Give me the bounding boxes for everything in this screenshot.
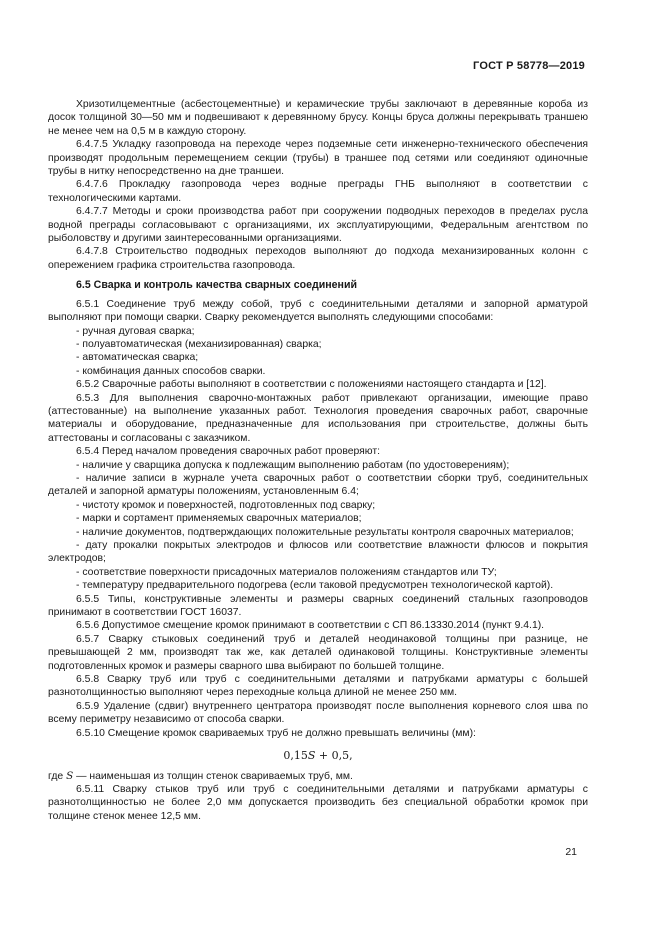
where-text: — наименьшая из толщин стенок свариваемых труб, мм. (73, 770, 353, 782)
list-item: - наличие у сварщика допуска к подлежащим выполнению работам (по удостоверениям); (76, 459, 510, 471)
paragraph: 6.5.7 Сварку стыковых соединений труб и деталей неодинаковой толщины при разнице, не превышающей 2 мм, производят так же, как деталей одинаковой толщины. Конструктивные элементы подготовленных кромок и размеры сварного шва выбирают по большей толщине. (48, 633, 588, 672)
list-item: - полуавтоматическая (механизированная) сварка; (76, 338, 322, 350)
list-item: - дату прокалки покрытых электродов и флюсов или соответствие влажности флюсов и покрытия электродов; (48, 540, 588, 565)
where-prefix: где (48, 770, 67, 782)
standard-header: ГОСТ Р 58778—2019 (473, 60, 585, 72)
formula-explanation (48, 770, 588, 783)
list-item: - наличие записи в журнале учета сварочных работ о соответствии сборки труб, соединительных деталей и запорной арматуры положениям, установленным 6.4; (48, 472, 588, 498)
list-item: - наличие документов, подтверждающих положительные результаты контроля сварочных материалов; (76, 526, 574, 538)
paragraph: 6.4.7.8 Строительство подводных переходов выполняют до подхода механизированных колонн с опережением графика строительства газопровода. (48, 246, 588, 271)
list-item: - комбинация данных способов сварки. (76, 365, 266, 377)
formula-variable: S (307, 749, 316, 763)
list-item: - соответствие поверхности присадочных материалов положениям стандартов или ТУ; (76, 566, 497, 578)
formula-coefficient: 0,15 (283, 749, 308, 763)
list-item: - марки и сортамент применяемых сварочных материалов; (76, 513, 362, 525)
paragraph: 6.5.6 Допустимое смещение кромок принимают в соответствии с СП 86.13330.2014 (пункт 9.4.1). (76, 620, 545, 632)
list-item: - ручная дуговая сварка; (76, 325, 195, 337)
paragraph: Хризотилцементные (асбестоцементные) и керамические трубы заключают в деревянные короба из досок толщиной 30—50 мм и подвешивают к деревянному брусу. Концы бруса должны перекрывать траншею не менее чем на 0,5 м в каждую сторону. (48, 99, 588, 137)
paragraph: 6.4.7.5 Укладку газопровода на переходе через подземные сети инженерно-технического обеспечения производят продольным перемещением секции (трубы) в траншее под сетями или соединяют одиночные трубы в нитку непосредственно на дне траншеи. (48, 139, 588, 178)
paragraph: 6.5.9 Удаление (сдвиг) внутреннего центратора производят после выполнения корневого слоя шва по всему периметру независимо от способа сварки. (48, 700, 588, 726)
document-body (48, 98, 588, 823)
list-item: - автоматическая сварка; (76, 352, 199, 364)
list-item: - температуру предварительного подогрева (если таковой предусмотрен технологической картой). (76, 580, 554, 592)
paragraph: 6.5.11 Сварку стыков труб или труб с соединительными деталями и патрубками арматуры с разнотолщинностью не более 2,0 мм допускается производить без специальной обработки кромок при толщине стенок менее 12,5 мм. (48, 783, 588, 822)
paragraph: 6.5.10 Смещение кромок свариваемых труб не должно превышать величины (мм): (76, 727, 476, 739)
section-heading: 6.5 Сварка и контроль качества сварных соединений (76, 279, 357, 292)
paragraph: 6.5.8 Сварку труб или труб с соединительными деталями и патрубками арматуры с большей разнотолщинностью выполняют через переходные кольца длиной не менее 250 мм. (48, 674, 588, 699)
paragraph: 6.5.4 Перед началом проведения сварочных работ проверяют: (76, 446, 381, 458)
formula-rest: + 0,5, (315, 749, 353, 763)
where-variable: S (66, 769, 74, 782)
list-item: - чистоту кромок и поверхностей, подготовленных под сварку; (76, 499, 376, 511)
paragraph: 6.5.1 Соединение труб между собой, труб с соединительными деталями и запорной арматурой выполняют при помощи сварки. Сварку рекомендуется выполнять следующими способами: (48, 298, 588, 324)
paragraph: 6.5.2 Сварочные работы выполняют в соответствии с положениями настоящего стандарта и [12]. (76, 379, 547, 391)
page-number: 21 (565, 846, 577, 858)
paragraph: 6.4.7.6 Прокладку газопровода через водные преграды ГНБ выполняют в соответствии с технологическими картами. (48, 179, 588, 204)
paragraph: 6.4.7.7 Методы и сроки производства работ при сооружении подводных переходов в пределах русла водной преграды согласовывают с организациями, их эксплуатирующими, Федеральным агентством по рыболовству и другими заинтересованными организациями. (48, 206, 588, 245)
paragraph: 6.5.3 Для выполнения сварочно-монтажных работ привлекают организации, имеющие право (аттестованные) на выполнение указанных работ. Технология проведения сварочных работ, сварочные материалы и оборудование, предназначенные для использования при строительстве, должны быть аттестованы и согласованы с заказчиком. (48, 392, 588, 444)
formula (48, 749, 588, 762)
paragraph: 6.5.5 Типы, конструктивные элементы и размеры сварных соединений стальных газопроводов принимают в соответствии ГОСТ 16037. (48, 593, 588, 619)
